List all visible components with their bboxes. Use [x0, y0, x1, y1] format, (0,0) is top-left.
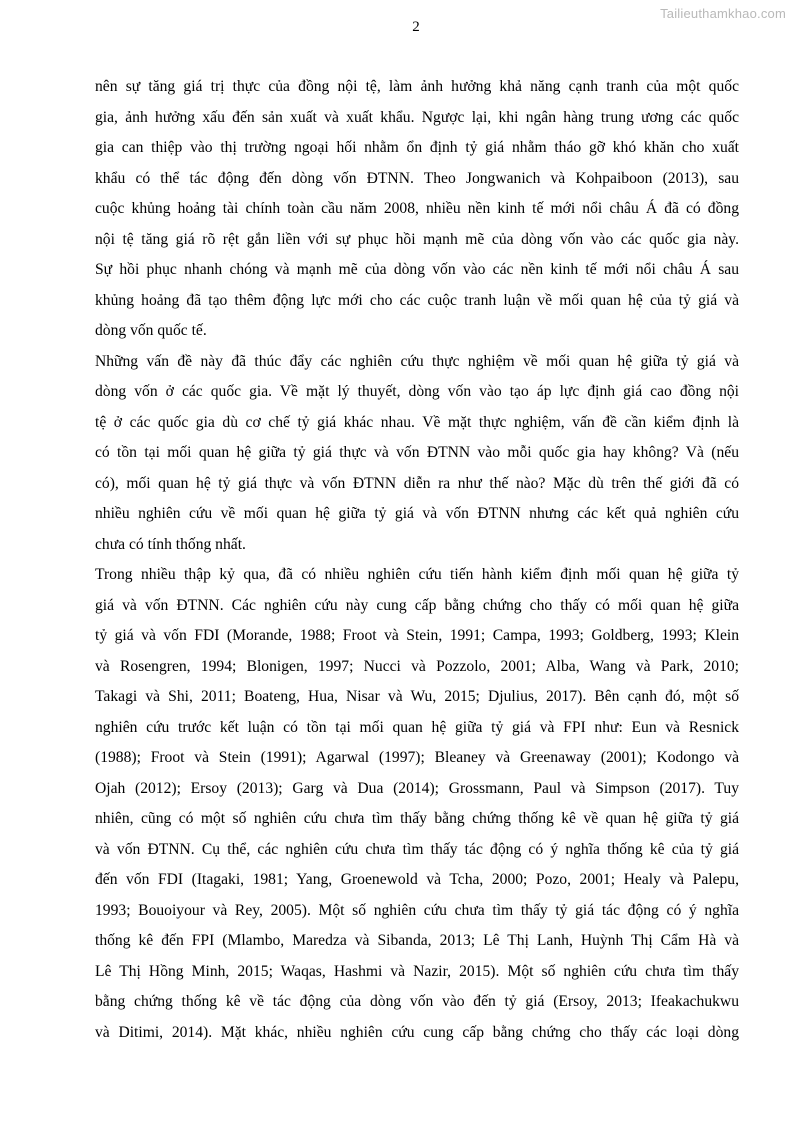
- text-line: gia can thiệp vào thị trường ngoại hối nhằm ổn định tỷ giá nhằm tháo gỡ khó khăn cho xuất: [95, 139, 739, 156]
- text-line: (1988); Froot và Stein (1991); Agarwal (1997); Bleaney và Greenaway (2001); Kodongo và: [95, 749, 739, 766]
- document-body: [95, 72, 739, 1048]
- text-line: nhiên, cũng có một số nghiên cứu chưa tìm thấy bằng chứng thống kê về quan hệ giữa tỷ giá: [95, 810, 739, 827]
- text-line: nhiều nghiên cứu về mối quan hệ giữa tỷ giá và vốn ĐTNN nhưng các kết quả nghiên cứu: [95, 505, 739, 522]
- text-line: tệ ở các quốc gia dù cơ chế tỷ giá khác nhau. Về mặt thực nghiệm, vấn đề cần kiểm định là: [95, 413, 739, 431]
- text-line: thống kê đến FPI (Mlambo, Maredza và Sibanda, 2013; Lê Thị Lanh, Huỳnh Thị Cẩm Hà và: [95, 932, 739, 949]
- text-line: tỷ giá và vốn FDI (Morande, 1988; Froot và Stein, 1991; Campa, 1993; Goldberg, 1993; Klein: [95, 627, 739, 644]
- text-line: khủng hoảng đã tạo thêm động lực mới cho các cuộc tranh luận về mối quan hệ của tỷ giá và: [95, 291, 739, 309]
- text-line: Lê Thị Hồng Minh, 2015; Waqas, Hashmi và Nazir, 2015). Một số nghiên cứu chưa tìm thấy: [95, 962, 739, 980]
- text-line: chưa có tính thống nhất.: [95, 535, 246, 553]
- text-line: đến vốn FDI (Itagaki, 1981; Yang, Groenewold và Tcha, 2000; Pozo, 2001; Healy và Palepu,: [95, 871, 739, 888]
- watermark-text: Tailieuthamkhao.com: [660, 6, 786, 21]
- text-line: Những vấn đề này đã thúc đẩy các nghiên cứu thực nghiệm về mối quan hệ giữa tỷ giá và: [95, 352, 739, 370]
- text-line: khẩu có thể tác động đến dòng vốn ĐTNN. Theo Jongwanich và Kohpaiboon (2013), sau: [95, 169, 739, 187]
- text-line: Trong nhiều thập kỷ qua, đã có nhiều nghiên cứu tiến hành kiểm định mối quan hệ giữa tỷ: [95, 566, 739, 583]
- text-line: bằng chứng thống kê về tác động của dòng vốn vào đến tỷ giá (Ersoy, 2013; Ifeakachukwu: [95, 993, 739, 1010]
- text-line: nội tệ tăng giá rõ rệt gắn liền với sự phục hồi mạnh mẽ của dòng vốn vào các quốc gia này.: [95, 230, 739, 248]
- text-line: và Ditimi, 2014). Mặt khác, nhiều nghiên cứu cung cấp bằng chứng cho thấy các loại dòng: [95, 1023, 739, 1041]
- text-line: và vốn ĐTNN. Cụ thể, các nghiên cứu chưa tìm thấy tác động có ý nghĩa thống kê của tỷ giá: [95, 840, 739, 858]
- text-line: có), mối quan hệ tỷ giá thực và vốn ĐTNN diễn ra như thế nào? Mặc dù trên thế giới đã có: [95, 474, 739, 492]
- text-line: gia, ảnh hưởng xấu đến sản xuất và xuất khẩu. Ngược lại, khi ngân hàng trung ương các quốc: [95, 108, 739, 126]
- text-line: 1993; Bouoiyour và Rey, 2005). Một số nghiên cứu chưa tìm thấy tỷ giá tác động có ý nghĩa: [95, 901, 739, 919]
- text-line: nên sự tăng giá trị thực của đồng nội tệ, làm ảnh hưởng khả năng cạnh tranh của một quốc: [95, 78, 739, 95]
- text-line: Sự hồi phục nhanh chóng và mạnh mẽ của dòng vốn vào các nền kinh tế mới nổi châu Á sau: [95, 261, 739, 278]
- paragraph-2: [95, 347, 739, 561]
- text-line: Takagi và Shi, 2011; Boateng, Hua, Nisar và Wu, 2015; Djulius, 2017). Bên cạnh đó, một số: [95, 688, 739, 705]
- text-line: dòng vốn ở các quốc gia. Về mặt lý thuyết, dòng vốn vào tạo áp lực định giá cao đồng nội: [95, 383, 739, 400]
- paragraph-1: [95, 72, 739, 347]
- text-line: cuộc khủng hoảng tài chính toàn cầu năm 2008, nhiều nền kinh tế mới nổi châu Á đã có đồng: [95, 200, 739, 217]
- text-line: nghiên cứu trước kết luận có tồn tại mối quan hệ giữa tỷ giá và FPI như: Eun và Resnick: [95, 718, 739, 736]
- text-line: và Rosengren, 1994; Blonigen, 1997; Nucci và Pozzolo, 2001; Alba, Wang và Park, 2010;: [95, 657, 739, 675]
- paragraph-3: [95, 560, 739, 1048]
- page-number: 2: [412, 19, 420, 35]
- text-line: Ojah (2012); Ersoy (2013); Garg và Dua (2014); Grossmann, Paul và Simpson (2017). Tuy: [95, 779, 739, 797]
- text-line: dòng vốn quốc tế.: [95, 322, 207, 339]
- text-line: có tồn tại mối quan hệ giữa tỷ giá thực và vốn ĐTNN vào mỗi quốc gia hay không? Và (nếu: [95, 444, 739, 461]
- text-line: giá và vốn ĐTNN. Các nghiên cứu này cung cấp bằng chứng cho thấy có mối quan hệ giữa: [95, 596, 739, 614]
